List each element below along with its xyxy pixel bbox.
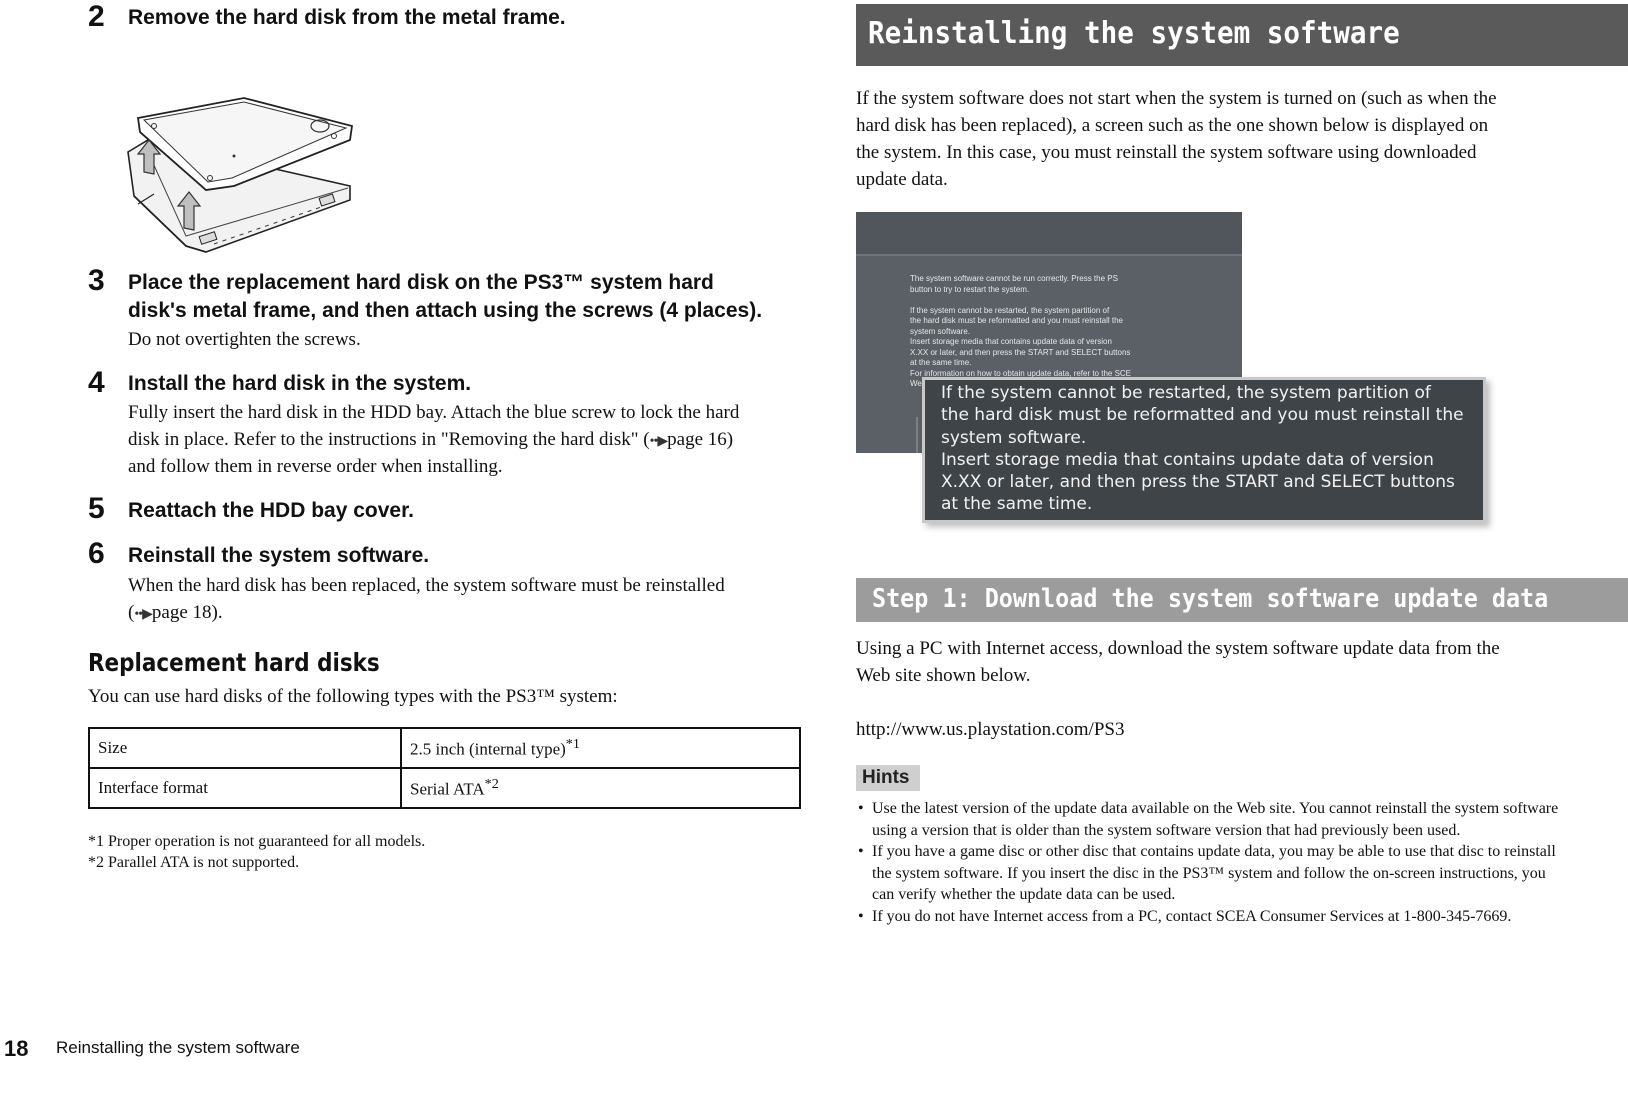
replacement-hard-disks-heading: Replacement hard disks [88,648,380,677]
step-number-6: 6 [88,537,105,570]
hints-label: Hints [856,765,920,791]
step-number-2: 2 [88,0,105,33]
step-6-body-line1: When the hard disk has been replaced, the system software must be reinstalled [128,575,725,596]
table-row [89,768,800,808]
step-3-body: Do not overtighten the screws. [128,329,361,350]
hard-disk-spec-table [88,727,801,809]
section-banner [856,4,1628,66]
footnote-marker: *1 [565,736,580,753]
step-number-3: 3 [88,264,105,297]
page-section-label: Reinstalling the system software [56,1038,300,1057]
spec-label: Size [89,728,401,768]
playstation-url[interactable]: http://www.us.playstation.com/PS3 [856,719,1125,740]
zoomed-message-callout [922,377,1486,523]
footnote-1: *1 Proper operation is not guaranteed for all models. [88,833,426,850]
footnote-2: *2 Parallel ATA is not supported. [88,854,300,871]
spec-label: Interface format [89,768,401,808]
intro-line-4: update data. [856,169,948,190]
spec-value [401,768,800,808]
screen-top-bar [856,212,1242,254]
step-4-body-line3: and follow them in reverse order when installing. [128,456,503,477]
screen-divider [856,254,1242,256]
step-4-body-line2-text: disk in place. Refer to the instructions in "Removing the hard disk" ( [128,429,650,450]
step-6-body-line2 [128,599,223,628]
step-3-title-line2: disk's metal frame, and then attach using the screws (4 places). [128,299,763,322]
step-2-title: Remove the hard disk from the metal frame. [128,6,566,29]
spec-value-text: Serial ATA [410,779,485,799]
step1-line-1: Using a PC with Internet access, download the system software update data from the [856,638,1500,659]
spec-value [401,728,800,768]
screen-message: The system software cannot be run correctly. Press the PS button to try to restart the system. If the system cannot be restarted, the system partition of the hard disk must be reformatted and you must reinstall the system software. Insert storage media that contains update data of version X.XX or later, and then press the START and SELECT buttons at the same time. For information on how to obtain update data, refer to the SCE We [910,274,1132,388]
step-4-page-ref[interactable]: page 16) [667,429,734,450]
spec-value-text: 2.5 inch (internal type) [410,739,566,759]
page-reference-icon: ••▶ [649,434,668,449]
step-3-title-line1: Place the replacement hard disk on the PS3™ system hard [128,271,714,294]
step-6-page-ref[interactable]: page 18). [151,602,223,623]
page-number: 18 [4,1036,29,1061]
step1-banner-title: Step 1: Download the system software update data [872,584,1549,614]
table-row [89,728,800,768]
step-number-5: 5 [88,492,105,525]
zoomed-message: If the system cannot be restarted, the system partition of the hard disk must be reformatted and you must reinstall the system software. Insert storage media that contains update data of version X.XX or later, and then press the START and SELECT buttons at the same time. [941,383,1464,515]
replacement-intro: You can use hard disks of the following types with the PS3™ system: [88,686,618,707]
section-banner-title: Reinstalling the system software [868,16,1400,51]
intro-line-2: hard disk has been replaced), a screen such as the one shown below is displayed on [856,115,1489,136]
intro-line-3: the system. In this case, you must reinstall the system software using downloaded [856,142,1477,163]
step-4-body-line1: Fully insert the hard disk in the HDD bay. Attach the blue screw to lock the hard [128,402,740,423]
step-number-4: 4 [88,366,105,399]
footnote-marker: *2 [484,776,499,793]
screen-line [916,417,918,453]
step1-banner [856,578,1628,622]
intro-line-1: If the system software does not start when the system is turned on (such as when the [856,88,1497,109]
page-reference-icon: ••▶ [134,607,152,622]
step1-line-2: Web site shown below. [856,665,1031,686]
hints-list [856,798,1568,927]
step-6-body-line2-text: ( [128,602,135,623]
list-item: • Use the latest version of the update data available on the Web site. You cannot reinstall the system software using a version that is older than the system software version that had previously been used. [856,798,1568,841]
list-item: • If you have a game disc or other disc that contains update data, you may be able to use that disc to reinstall the system software. If you insert the disc in the PS3™ system and follow the on-screen instructions, you can verify whether the update data can be used. [856,841,1568,906]
list-item: • If you do not have Internet access from a PC, contact SCEA Consumer Services at 1-800-345-7669. [856,906,1568,928]
step-4-title: Install the hard disk in the system. [128,372,472,395]
hard-disk-removal-illustration [124,96,360,256]
step-5-title: Reattach the HDD bay cover. [128,499,414,522]
step-4-body-line2 [128,426,733,455]
step-6-title: Reinstall the system software. [128,544,430,567]
